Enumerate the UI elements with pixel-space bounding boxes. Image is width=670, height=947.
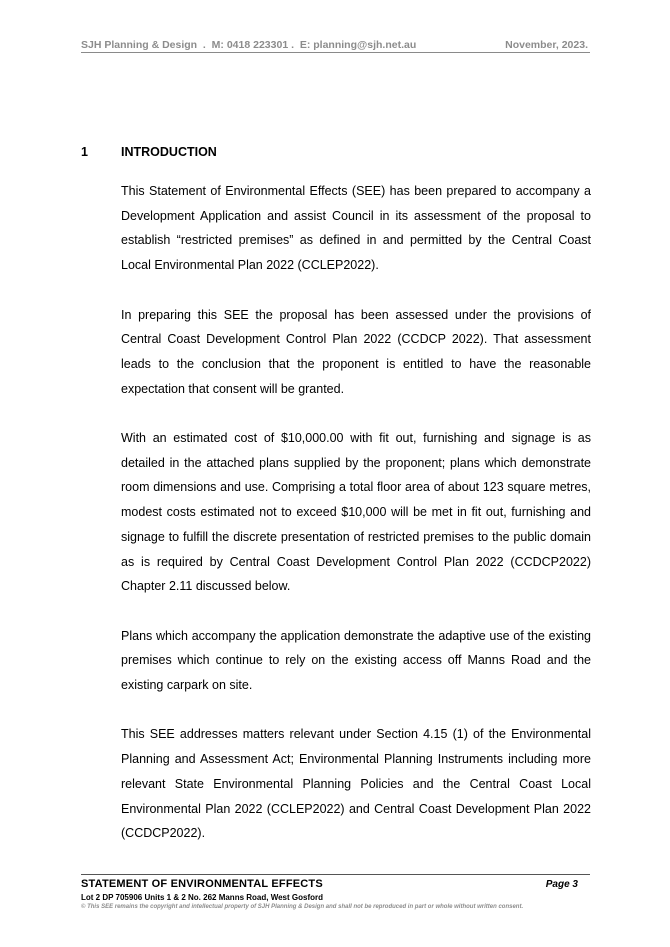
page-header	[81, 38, 590, 53]
page-number: Page 3	[545, 879, 578, 890]
footer-title-row	[81, 875, 590, 892]
footer-copyright: © This SEE remains the copyright and intellectual property of SJH Planning & Design and shall not be reproduced in part or whole without written consent.	[81, 904, 524, 910]
footer-title: STATEMENT OF ENVIRONMENTAL EFFECTS	[81, 878, 323, 890]
section-number: 1	[81, 145, 88, 159]
body-text	[121, 179, 591, 846]
header-contact: SJH Planning & Design . M: 0418 223301 . E: planning@sjh.net.au	[81, 39, 417, 51]
section-title: INTRODUCTION	[121, 145, 217, 159]
paragraph: In preparing this SEE the proposal has been assessed under the provisions of Central Coast Development Control Plan 2022 (CCDCP 2022). That assessment leads to the conclusion that the proponent is entitled to have the reasonable expectation that consent will be granted.	[121, 307, 591, 396]
paragraph: Plans which accompany the application demonstrate the adaptive use of the existing premises which continue to rely on the existing access off Manns Road and the existing carpark on site.	[121, 628, 591, 693]
page-footer	[81, 874, 590, 910]
header-date: November, 2023.	[505, 39, 588, 51]
paragraph: This SEE addresses matters relevant under Section 4.15 (1) of the Environmental Planning and Assessment Act; Environmental Planning Instruments including more relevant State Environmental Planning Policies and the Central Coast Local Environmental Plan 2022 (CCLEP2022) and Central Coast Development Plan 2022 (CCDCP2022).	[121, 727, 591, 841]
footer-property-address: Lot 2 DP 705906 Units 1 & 2 No. 262 Manns Road, West Gosford	[81, 893, 323, 902]
paragraph: With an estimated cost of $10,000.00 with fit out, furnishing and signage is as detailed in the attached plans supplied by the proponent; plans which demonstrate room dimensions and use. Comprising a total floor area of about 123 square metres, modest costs estimated not to exceed $10,000 will be met in fit out, furnishing and signage to fulfill the discrete presentation of restricted premises to the public domain as is required by Central Coast Development Control Plan 2022 (CCDCP2022) Chapter 2.11 discussed below.	[121, 431, 591, 594]
paragraph: This Statement of Environmental Effects (SEE) has been prepared to accompany a Development Application and assist Council in its assessment of the proposal to establish “restricted premises” as defined in and permitted by the Central Coast Local Environmental Plan 2022 (CCLEP2022).	[121, 184, 591, 273]
